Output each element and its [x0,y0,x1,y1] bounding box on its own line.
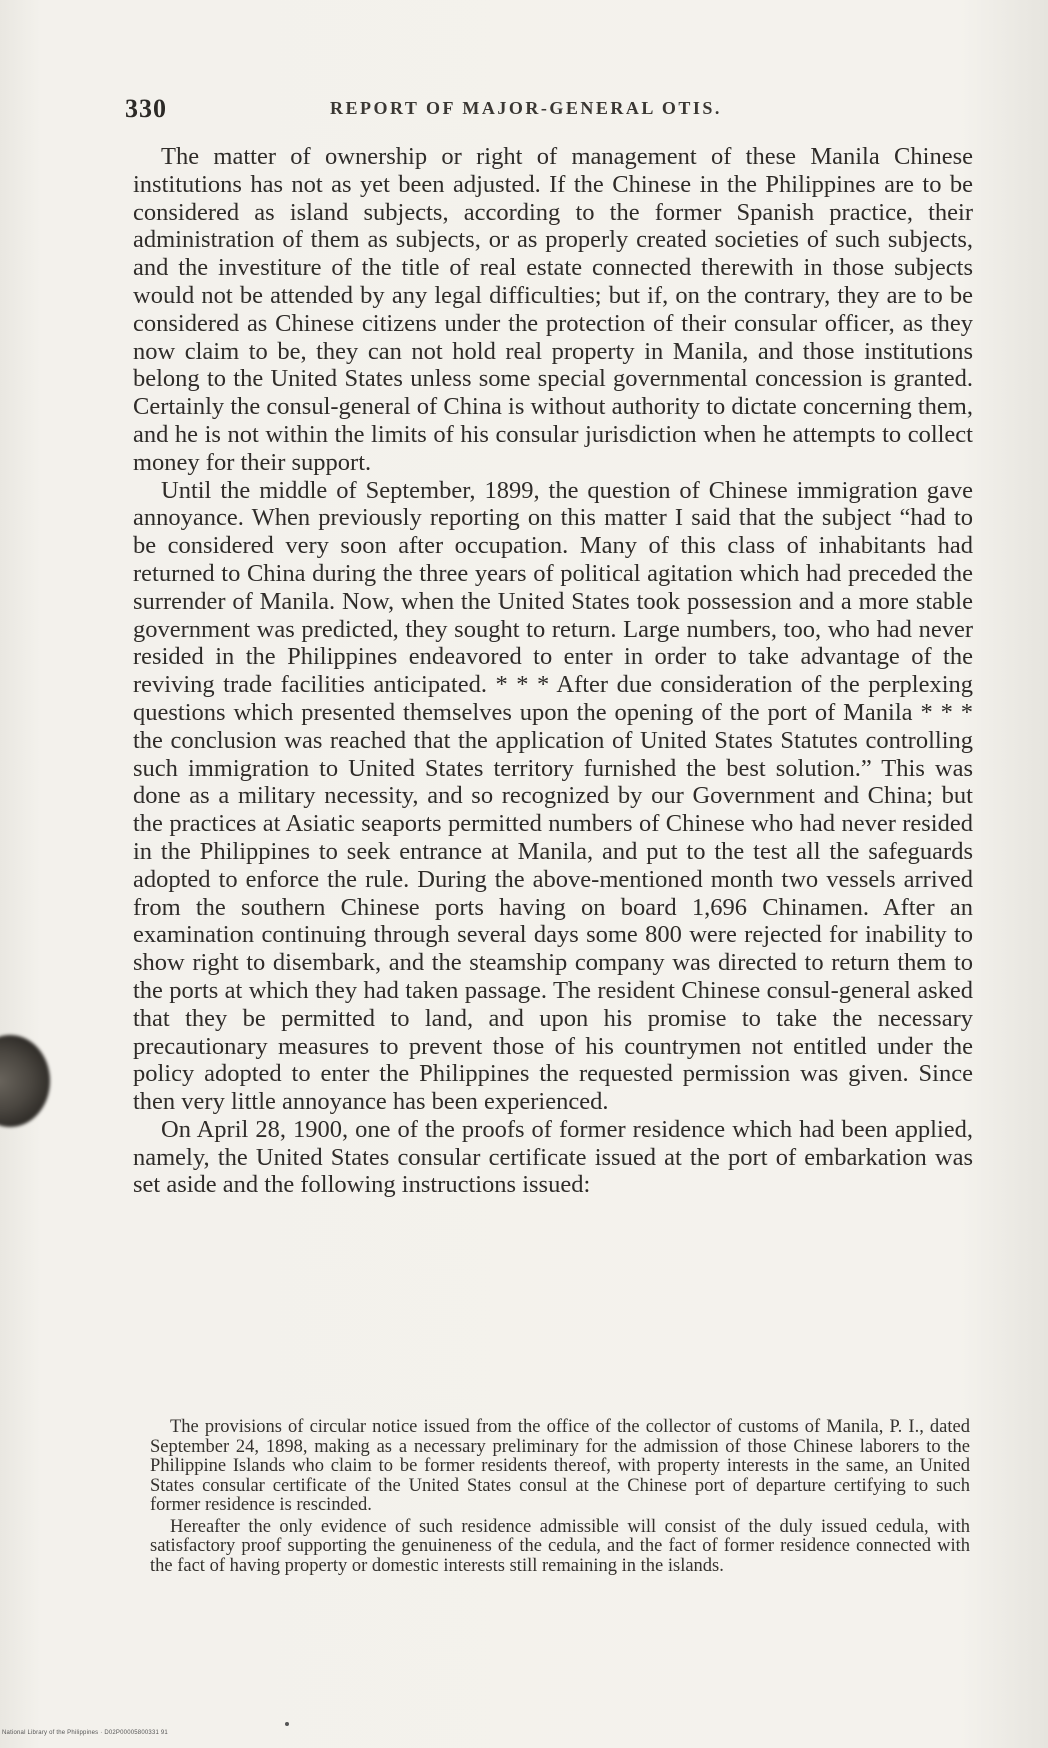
page-number: 330 [125,94,167,123]
block-quote [150,1418,970,1578]
library-stamp: National Library of the Philippines · D02P00005800331 91 [2,1730,168,1736]
body-paragraph: The matter of ownership or right of management of these Manila Chinese institutions has not as yet been adjusted. If the Chinese in the Philippines are to be considered as island subjects, according to the former Spanish practice, their administration of them as subjects, or as properly created societies of such subjects, and the investiture of the title of real estate connected therewith in those subjects would not be attended by any legal difficulties; but if, on the contrary, they are to be considered as Chinese citizens under the protection of their consular officer, as they now claim to be, they can not hold real property in Manila, and those institutions belong to the United States unless some special governmental concession is granted. Certainly the consul-general of China is without authority to dictate concerning them, and he is not within the limits of his consular jurisdiction when he attempts to collect money for their support. [133,143,973,476]
body-paragraph: On April 28, 1900, one of the proofs of former residence which had been applied, namely, the United States consular certificate issued at the port of embarkation was set aside and the following instructions issued: [133,1115,973,1199]
dust-speck [285,1722,289,1726]
page-header [125,94,975,124]
running-head: REPORT OF MAJOR-GENERAL OTIS. [330,98,722,118]
body-paragraph: Until the middle of September, 1899, the question of Chinese immigration gave annoyance. When previously reporting on this matter I said that the subject “had to be considered very soon after occupation. Many of this class of inhabitants had returned to China during the three years of political agitation which had preceded the surrender of Manila. Now, when the United States took possession and a more stable government was predicted, they sought to return. Large numbers, too, who had never resided in the Philippines endeavored to enter in order to take advantage of the reviving trade facilities anticipated. * * * After due consideration of the perplexing questions which presented themselves upon the opening of the port of Manila * * * the conclusion was reached that the application of United States Statutes controlling such immigration to United States territory furnished the best solution.” This was done as a military necessity, and so recognized by our Government and China; but the practices at Asiatic seaports permitted numbers of Chinese who had never resided in the Philippines to seek entrance at Manila, and put to the test all the safeguards adopted to enforce the rule. During the above-mentioned month two vessels arrived from the southern Chinese ports having on board 1,696 Chinamen. After an examination continuing through several days some 800 were rejected for inability to show right to disembark, and the steamship company was directed to return them to the ports at which they had taken passage. The resident Chinese consul-general asked that they be permitted to land, and upon his promise to take the necessary precautionary measures to prevent those of his countrymen not entitled under the policy adopted to enter the Philippines the requested permission was given. Since then very little annoyance has been experienced. [133,476,973,1116]
quote-paragraph: The provisions of circular notice issued from the office of the collector of customs of Manila, P. I., dated September 24, 1898, making as a necessary preliminary for the admission of those Chinese laborers to the Philippine Islands who claim to be former residents thereof, with property interests in the same, an United States consular certificate of the United States consul at the Chinese port of departure certifying to such former residence is rescinded. [150,1417,970,1515]
quote-paragraph: Hereafter the only evidence of such residence admissible will consist of the duly issued cedula, with satisfactory proof supporting the genuineness of the cedula, and the fact of former residence connected with the fact of having property or domestic interests still remaining in the islands. [150,1516,970,1576]
scanner-thumb-image [0,1035,50,1127]
body-text [133,143,973,1199]
